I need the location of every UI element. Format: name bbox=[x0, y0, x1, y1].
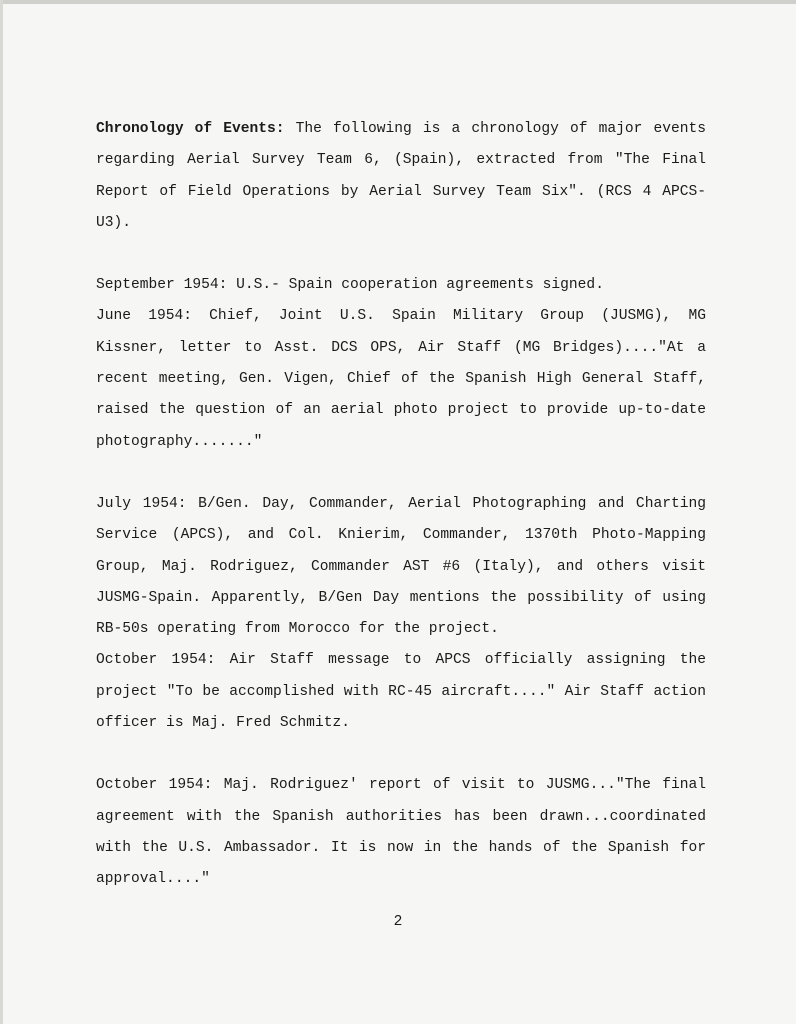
intro-text: The following is a chronology of major events regarding Aerial Survey Team 6, (Spain), extracted from "The Final Report of Field Operations by Aerial Survey Team Six". (RCS 4 APCS-U3). bbox=[96, 121, 706, 231]
entry-sept-1954: September 1954: U.S.- Spain cooperation agreements signed. bbox=[96, 277, 604, 294]
intro-heading: Chronology of Events: bbox=[96, 121, 285, 137]
paragraph-spacer bbox=[96, 739, 706, 770]
paragraph-spacer bbox=[96, 239, 706, 270]
intro-paragraph bbox=[96, 114, 706, 239]
page-number: 2 bbox=[393, 914, 403, 930]
document-body bbox=[96, 114, 706, 896]
paragraph-spacer bbox=[96, 458, 706, 489]
page-top-edge bbox=[0, 0, 796, 4]
entry-june-1954: June 1954: Chief, Joint U.S. Spain Military Group (JUSMG), MG Kissner, letter to Asst. DCS OPS, Air Staff (MG Bridges)...."At a recent meeting, Gen. Vigen, Chief of the Spanish High General Staff, raised the question of an aerial photo project to provide up-to-date photography......." bbox=[96, 308, 706, 450]
entry-july-1954: July 1954: B/Gen. Day, Commander, Aerial Photographing and Charting Service (APCS), and Col. Knierim, Commander, 1370th Photo-Mapping Group, Maj. Rodriguez, Commander AST #6 (Italy), and others visit JUSMG-Spain. Apparently, B/Gen Day mentions the possibility of using RB-50s operating from Morocco for the project. bbox=[96, 495, 706, 638]
entry-oct-1954-b: October 1954: Maj. Rodriguez' report of visit to JUSMG..."The final agreement with the Spanish authorities has been drawn...coordinated with the U.S. Ambassador. It is now in the hands of the Spanish for approval...." bbox=[96, 777, 706, 888]
page-left-edge bbox=[0, 0, 3, 1024]
entry-oct-1954-a: October 1954: Air Staff message to APCS officially assigning the project "To be accomplished with RC-45 aircraft...." Air Staff action officer is Maj. Fred Schmitz. bbox=[96, 652, 706, 732]
